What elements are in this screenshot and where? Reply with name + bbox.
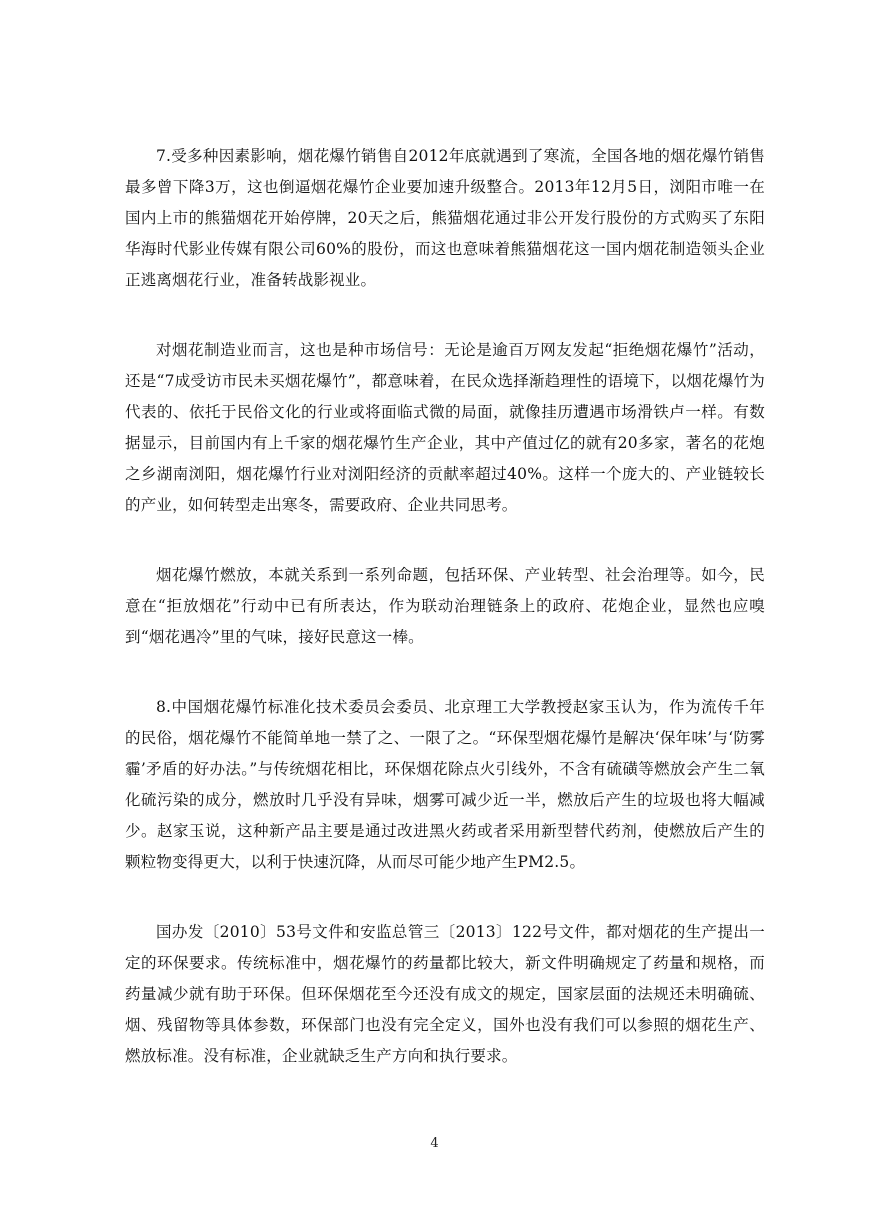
paragraph-4: 8.中国烟花爆竹标准化技术委员会委员、北京理工大学教授赵家玉认为，作为流传千年的民俗，烟花爆竹不能简单地一禁了之、一限了之。“环保型烟花爆竹是解决‘保年味’与‘防雾霾’矛盾的好办法。”与传统烟花相比，环保烟花除点火引线外，不含有硫磺等燃放会产生二氧化硫污染的成分，燃放时几乎没有异味，烟雾可减少近一半，燃放后产生的垃圾也将大幅减少。赵家玉说，这种新产品主要是通过改进黑火药或者采用新型替代药剂，使燃放后产生的颗粒物变得更大，以利于快速沉降，从而尽可能少地产生PM2.5。 — [125, 698, 765, 871]
paragraph-2: 对烟花制造业而言，这也是种市场信号：无论是逾百万网友发起“拒绝烟花爆竹”活动，还是“7成受访市民未买烟花爆竹”，都意味着，在民众选择渐趋理性的语境下，以烟花爆竹为代表的、依托于民俗文化的行业或将面临式微的局面，就像挂历遭遇市场滑铁卢一样。有数据显示，目前国内有上千家的烟花爆竹生产企业，其中产值过亿的就有20多家，著名的花炮之乡湖南浏阳，烟花爆竹行业对浏阳经济的贡献率超过40%。这样一个庞大的、产业链较长的产业，如何转型走出寒冬，需要政府、企业共同思考。 — [125, 341, 765, 514]
paragraph-1: 7.受多种因素影响，烟花爆竹销售自2012年底就遇到了寒流，全国各地的烟花爆竹销售最多曾下降3万，这也倒逼烟花爆竹企业要加速升级整合。2013年12月5日，浏阳市唯一在国内上市的熊猫烟花开始停牌，20天之后，熊猫烟花通过非公开发行股份的方式购买了东阳华海时代影业传媒有限公司60%的股份，而这也意味着熊猫烟花这一国内烟花制造领头企业正逃离烟花行业，准备转战影视业。 — [125, 147, 765, 289]
page-number: 4 — [430, 1136, 439, 1151]
document-body — [125, 141, 765, 1111]
paragraph-5: 国办发〔2010〕53号文件和安监总管三〔2013〕122号文件，都对烟花的生产提出一定的环保要求。传统标准中，烟花爆竹的药量都比较大，新文件明确规定了药量和规格，而药量减少就有助于环保。但环保烟花至今还没有成文的规定，国家层面的法规还未明确硫、烟、残留物等具体参数，环保部门也没有完全定义，国外也没有我们可以参照的烟花生产、燃放标准。没有标准，企业就缺乏生产方向和执行要求。 — [125, 923, 765, 1065]
paragraph-3: 烟花爆竹燃放，本就关系到一系列命题，包括环保、产业转型、社会治理等。如今，民意在“拒放烟花”行动中已有所表达，作为联动治理链条上的政府、花炮企业，显然也应嗅到“烟花遇冷”里的气味，接好民意这一棒。 — [125, 566, 765, 646]
